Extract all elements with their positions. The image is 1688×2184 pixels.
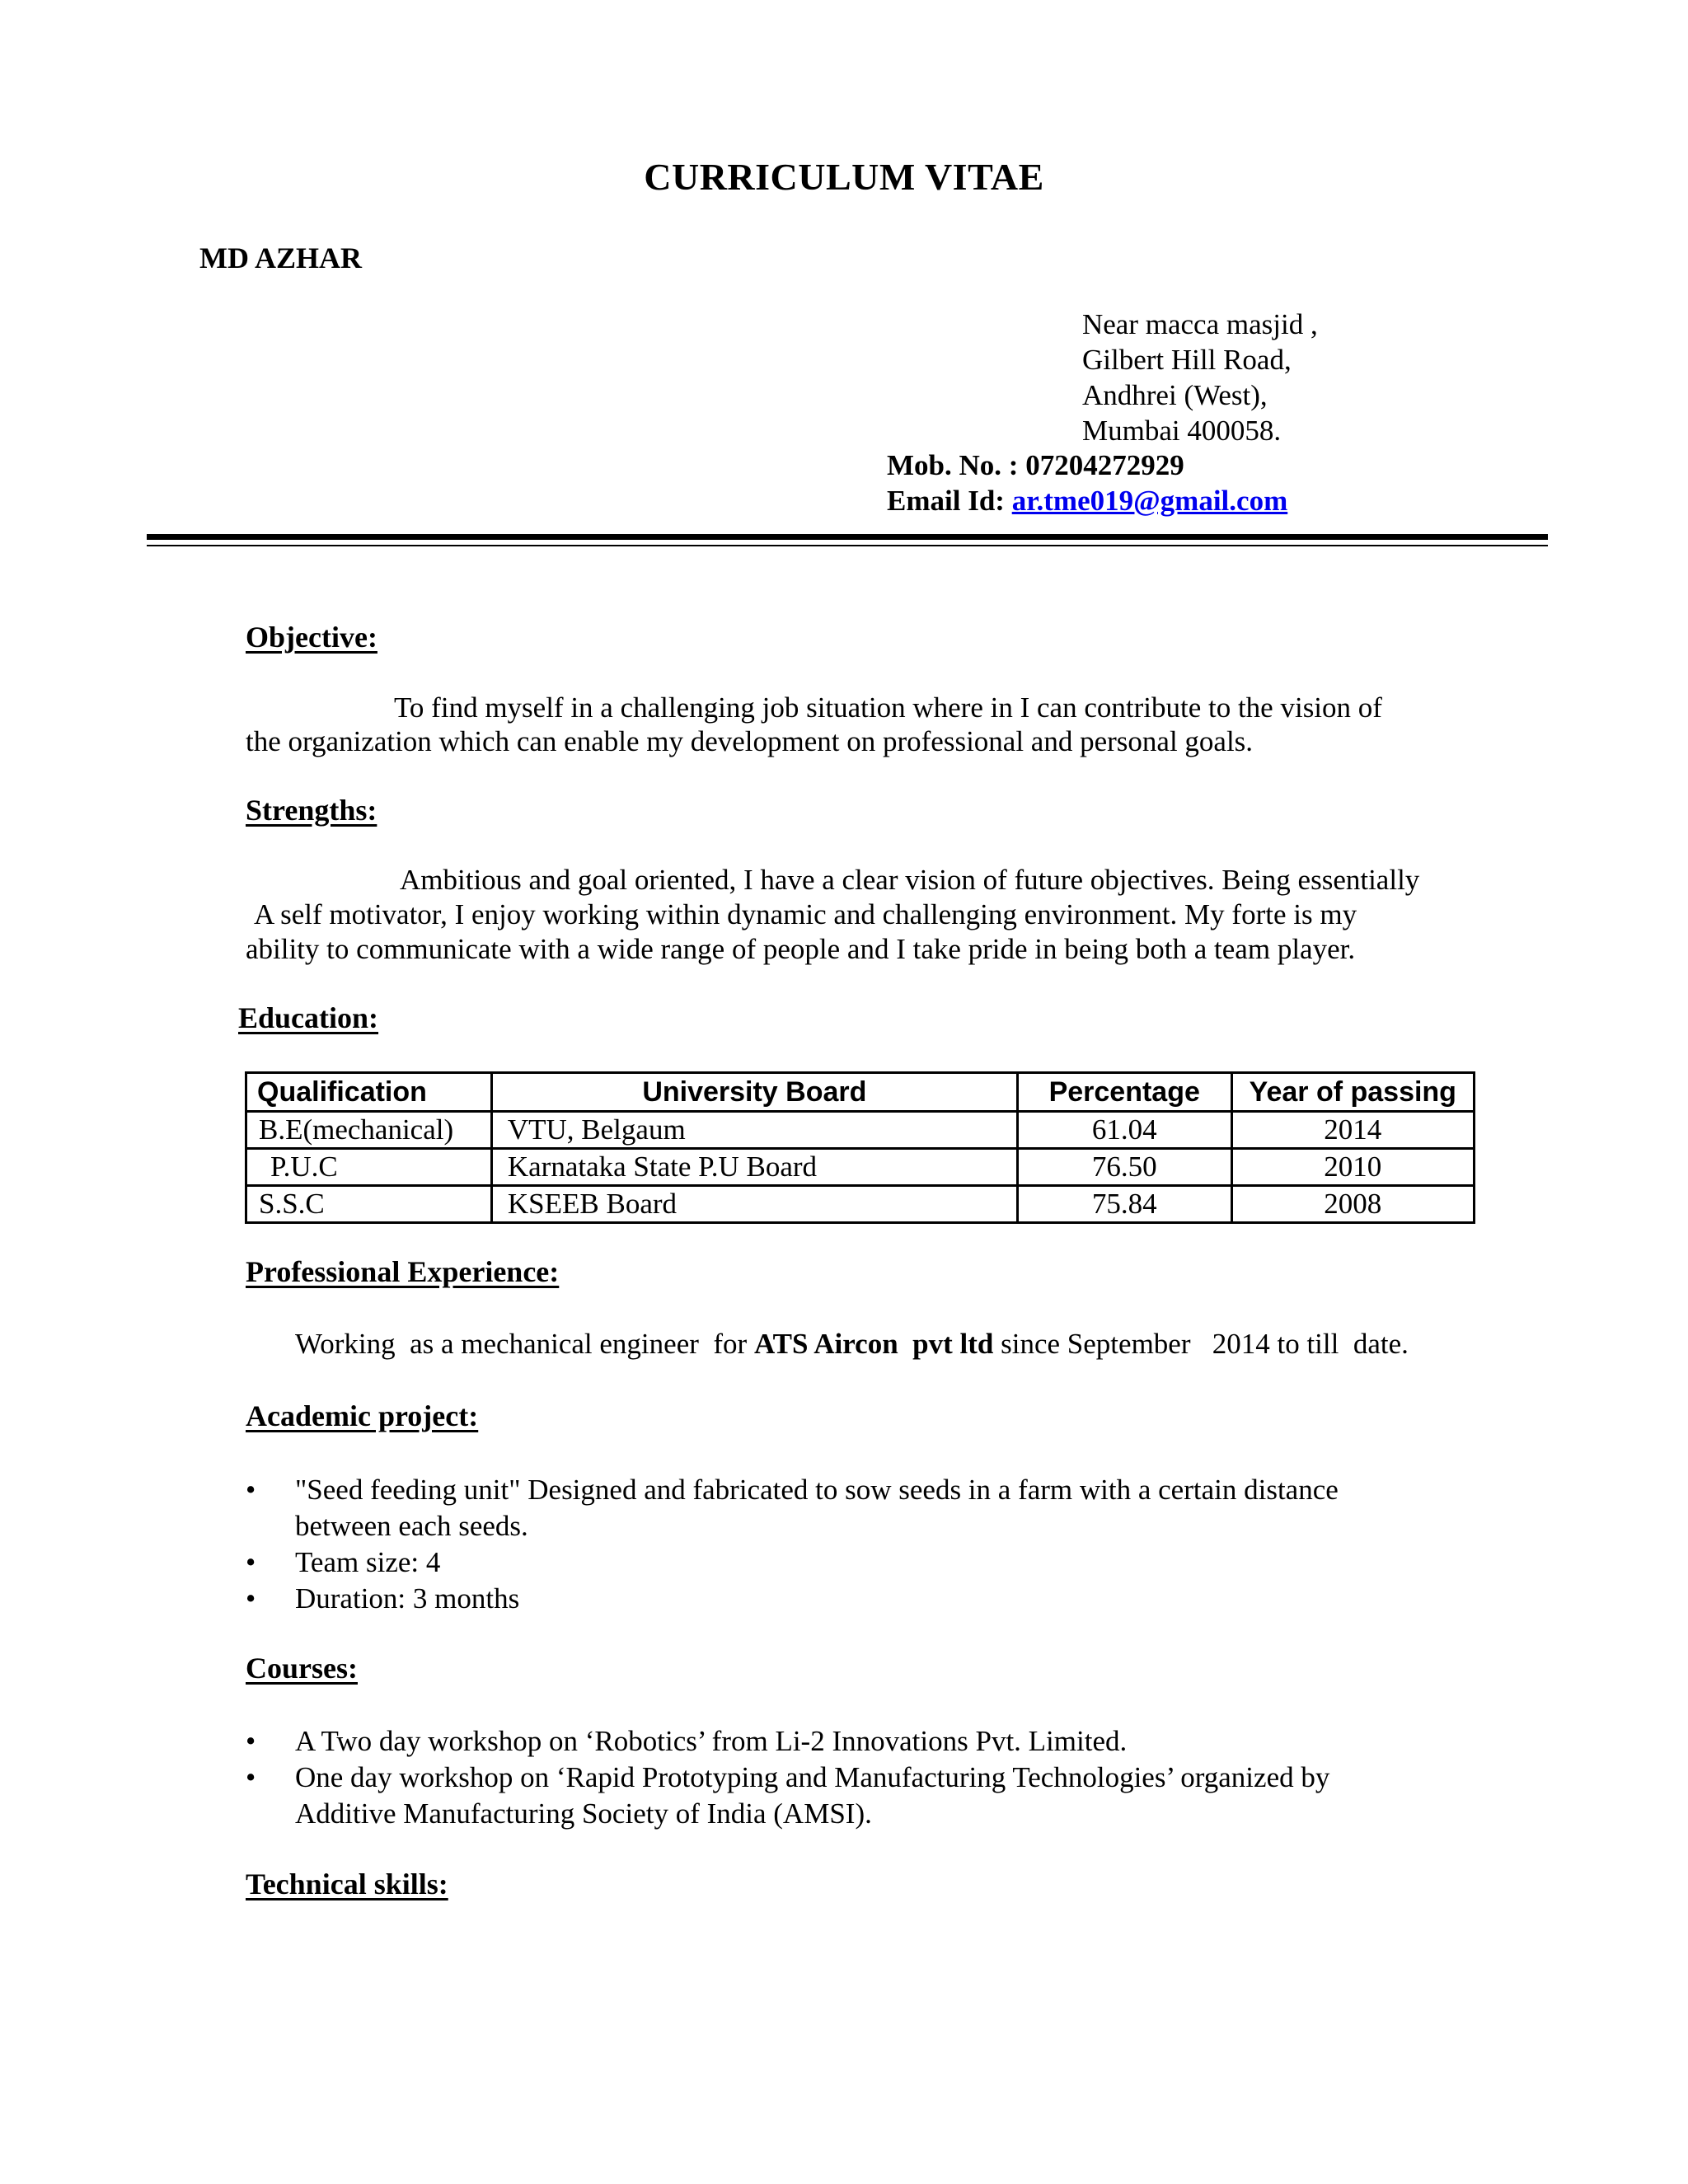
university-cell: KSEEB Board: [491, 1186, 1017, 1223]
email-link[interactable]: ar.tme019@gmail.com: [1011, 485, 1288, 517]
university-cell: Karnataka State P.U Board: [491, 1149, 1017, 1186]
bullet-icon: •: [246, 1474, 256, 1506]
strengths-heading: Strengths:: [246, 794, 377, 827]
bullet-icon: •: [246, 1546, 256, 1578]
address-line-2: Gilbert Hill Road,: [1082, 344, 1292, 376]
objective-line-1: To find myself in a challenging job situation where in I can contribute to the vision of: [394, 691, 1382, 724]
education-heading: Education:: [238, 1001, 379, 1034]
strengths-line-1: Ambitious and goal oriented, I have a clear vision of future objectives. Being essentially: [400, 864, 1420, 896]
strengths-line-3: ability to communicate with a wide range of people and I take pride in being both a team player.: [246, 933, 1356, 965]
mobile-label: Mob. No. :: [887, 449, 1019, 481]
year-cell: 2010: [1231, 1149, 1474, 1186]
table-header-row: [246, 1073, 1475, 1112]
column-header-year-of-passing: Year of passing: [1231, 1073, 1474, 1112]
course-item-cont: Additive Manufacturing Society of India (AMSI).: [295, 1797, 872, 1830]
objective-line-2: the organization which can enable my development on professional and personal goals.: [246, 725, 1254, 757]
list-item: [246, 1581, 1339, 1617]
objective-heading: Objective:: [246, 621, 377, 654]
mobile-number: 07204272929: [1025, 449, 1184, 481]
document-title: CURRICULUM VITAE: [644, 156, 1044, 198]
column-header-qualification: Qualification: [246, 1073, 492, 1112]
bullet-icon: •: [246, 1582, 256, 1615]
address-line-1: Near macca masjid ,: [1082, 308, 1318, 340]
bullet-icon: •: [246, 1725, 256, 1757]
qualification-cell: S.S.C: [246, 1186, 492, 1223]
list-item: [246, 1544, 1339, 1581]
bullet-icon: •: [246, 1761, 256, 1793]
table-row: [246, 1112, 1475, 1149]
strengths-line-2: A self motivator, I enjoy working within dynamic and challenging environment. My forte is my: [254, 898, 1357, 930]
table-row: [246, 1186, 1475, 1223]
university-cell: VTU, Belgaum: [491, 1112, 1017, 1149]
candidate-name: MD AZHAR: [199, 241, 362, 274]
courses-heading: Courses:: [246, 1652, 358, 1685]
percentage-cell: 76.50: [1017, 1149, 1231, 1186]
year-cell: 2014: [1231, 1112, 1474, 1149]
email-label: Email Id:: [887, 485, 1005, 517]
list-item: [246, 1723, 1329, 1760]
percentage-cell: 61.04: [1017, 1112, 1231, 1149]
technical-skills-heading: Technical skills:: [246, 1868, 448, 1900]
qualification-cell: P.U.C: [246, 1149, 492, 1186]
qualification-cell: B.E(mechanical): [246, 1112, 492, 1149]
address-line-4: Mumbai 400058.: [1082, 415, 1282, 447]
experience-heading: Professional Experience:: [246, 1255, 560, 1288]
project-description-cont: between each seeds.: [295, 1510, 528, 1542]
courses-list: [246, 1723, 1329, 1832]
academic-project-heading: Academic project:: [246, 1399, 479, 1432]
duration: Duration: 3 months: [295, 1582, 520, 1615]
course-item: A Two day workshop on ‘Robotics’ from Li-2 Innovations Pvt. Limited.: [295, 1725, 1128, 1757]
course-item: One day workshop on ‘Rapid Prototyping and Manufacturing Technologies’ organized by: [295, 1761, 1330, 1793]
percentage-cell: 75.84: [1017, 1186, 1231, 1223]
column-header-percentage: Percentage: [1017, 1073, 1231, 1112]
header-divider-thin: [147, 545, 1548, 546]
experience-line: [295, 1327, 1409, 1361]
experience-prefix: Working as a mechanical engineer for: [295, 1328, 754, 1360]
year-cell: 2008: [1231, 1186, 1474, 1223]
education-table: [245, 1071, 1475, 1224]
experience-suffix: since September 2014 to till date.: [993, 1328, 1409, 1360]
column-header-university-board: University Board: [491, 1073, 1017, 1112]
email-line: [887, 485, 1287, 518]
academic-project-list: [246, 1472, 1339, 1617]
table-row: [246, 1149, 1475, 1186]
mobile-line: [887, 449, 1184, 482]
company-name: ATS Aircon pvt ltd: [753, 1328, 994, 1360]
header-divider-thick: [147, 534, 1548, 540]
list-item: [246, 1760, 1329, 1832]
address-line-3: Andhrei (West),: [1082, 379, 1268, 411]
project-description: "Seed feeding unit" Designed and fabricated to sow seeds in a farm with a certain distance: [295, 1474, 1339, 1506]
list-item: [246, 1472, 1339, 1544]
team-size: Team size: 4: [295, 1546, 441, 1578]
